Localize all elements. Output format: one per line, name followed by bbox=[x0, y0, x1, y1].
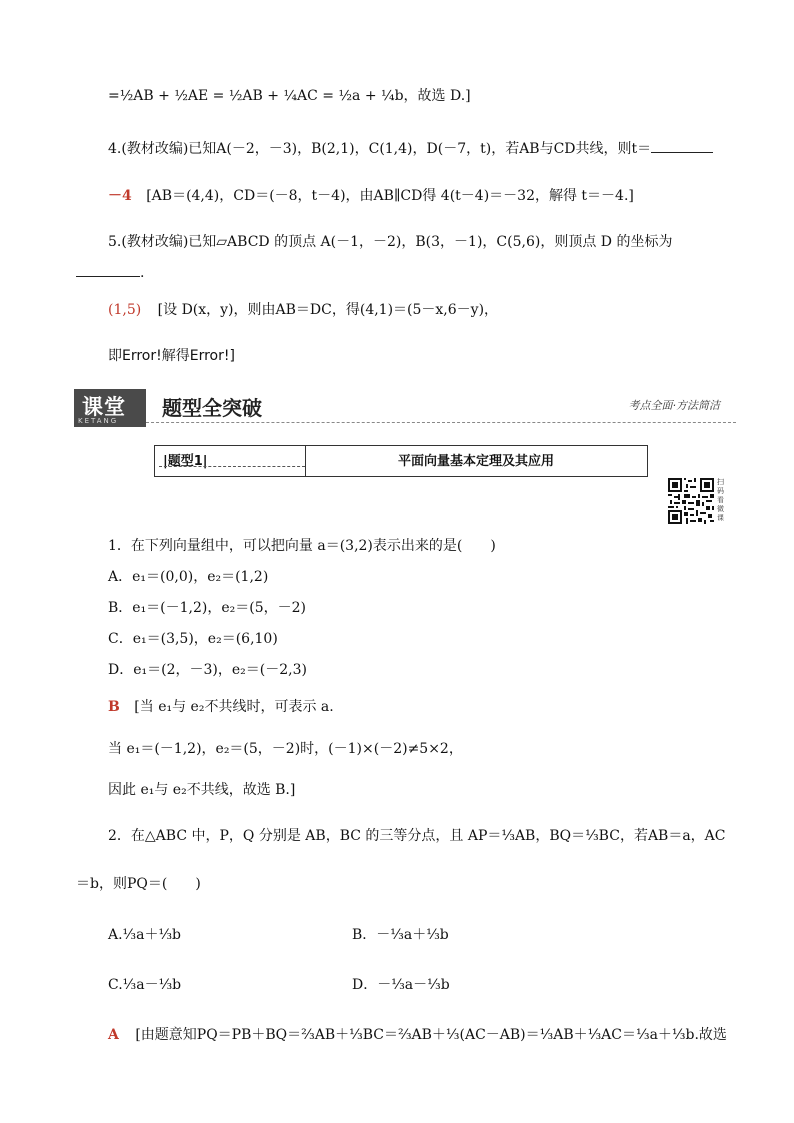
answer-1-explanation-1: [当 e₁与 e₂不共线时，可表示 a. bbox=[134, 699, 334, 715]
question-1-option-c[interactable]: C．e₁＝(3,5)，e₂＝(6,10) bbox=[108, 631, 278, 647]
topic-box bbox=[154, 445, 648, 477]
section-divider bbox=[146, 422, 736, 423]
answer-1-explanation-3: 因此 e₁与 e₂不共线，故选 B.] bbox=[108, 782, 296, 798]
qr-code-icon[interactable] bbox=[668, 478, 714, 524]
section-tag-cn: 课堂 bbox=[82, 395, 126, 419]
question-2-option-c[interactable]: C.⅓a－⅓b bbox=[108, 977, 182, 993]
question-2-option-a[interactable]: A.⅓a＋⅓b bbox=[108, 927, 182, 943]
answer-2 bbox=[108, 1025, 727, 1045]
answer-blank[interactable] bbox=[76, 262, 140, 277]
answer-4-explanation: [AB＝(4,4)，CD＝(－8，t－4)，由AB∥CD得 4(t－4)＝－32，解得 t＝－4.] bbox=[146, 188, 634, 204]
section-tag-en: KETANG bbox=[78, 417, 119, 425]
answer-4-key: －4 bbox=[108, 188, 132, 204]
answer-4 bbox=[108, 186, 634, 206]
question-4-text: 4.(教材改编)已知A(－2，－3)，B(2,1)，C(1,4)，D(－7，t)，若AB与CD共线，则t＝ bbox=[108, 141, 652, 157]
question-5-end: . bbox=[140, 265, 145, 281]
question-5-blank-line bbox=[76, 262, 144, 283]
question-2-stem-2: ＝b，则PQ＝( ) bbox=[76, 876, 201, 892]
question-4 bbox=[108, 138, 713, 159]
answer-1-key: B bbox=[108, 699, 120, 715]
question-1-stem: 1．在下列向量组中，可以把向量 a＝(3,2)表示出来的是( ) bbox=[108, 538, 496, 554]
answer-5-explanation-2: 即Error!解得Error!] bbox=[108, 348, 235, 364]
answer-blank[interactable] bbox=[651, 138, 713, 153]
qr-label: 扫码看微课 bbox=[717, 478, 724, 522]
question-2-stem-1: 2．在△ABC 中，P，Q 分别是 AB，BC 的三等分点，且 AP＝⅓AB，BQ＝⅓BC，若AB＝a，AC bbox=[108, 828, 726, 844]
question-5: 5.(教材改编)已知▱ABCD 的顶点 A(－1，－2)，B(3，－1)，C(5,6)，则顶点 D 的坐标为 bbox=[108, 234, 673, 250]
question-2-option-d[interactable]: D．－⅓a－⅓b bbox=[352, 977, 450, 993]
answer-line-3-end: =½AB + ½AE = ½AB + ¼AC = ½a + ¼b，故选 D.] bbox=[108, 88, 471, 104]
answer-2-key: A bbox=[108, 1027, 119, 1043]
answer-2-explanation: [由题意知PQ＝PB＋BQ＝⅔AB＋⅓BC＝⅔AB＋⅓(AC－AB)＝⅓AB＋⅓AC＝⅓a＋⅓b.故选 bbox=[135, 1027, 727, 1043]
question-1-option-a[interactable]: A．e₁＝(0,0)，e₂＝(1,2) bbox=[108, 569, 269, 585]
topic-name: 平面向量基本定理及其应用 bbox=[397, 454, 554, 469]
topic-label: |题型1| bbox=[163, 454, 208, 469]
answer-5-explanation: [设 D(x，y)，则由AB＝DC，得(4,1)＝(5－x,6－y)， bbox=[157, 302, 499, 318]
answer-5 bbox=[108, 300, 498, 320]
question-1-option-b[interactable]: B．e₁＝(－1,2)，e₂＝(5，－2) bbox=[108, 600, 307, 616]
section-header bbox=[74, 389, 736, 427]
section-subtitle: 考点全面·方法简洁 bbox=[628, 399, 720, 412]
section-title: 题型全突破 bbox=[162, 396, 262, 420]
topic-label-underline bbox=[159, 466, 305, 467]
question-1-option-d[interactable]: D．e₁＝(2，－3)，e₂＝(－2,3) bbox=[108, 662, 307, 678]
answer-1 bbox=[108, 697, 334, 717]
answer-5-key: (1,5) bbox=[108, 302, 142, 318]
question-2-option-b[interactable]: B．－⅓a＋⅓b bbox=[352, 927, 449, 943]
answer-1-explanation-2: 当 e₁＝(－1,2)，e₂＝(5，－2)时，(－1)×(－2)≠5×2， bbox=[108, 741, 463, 757]
